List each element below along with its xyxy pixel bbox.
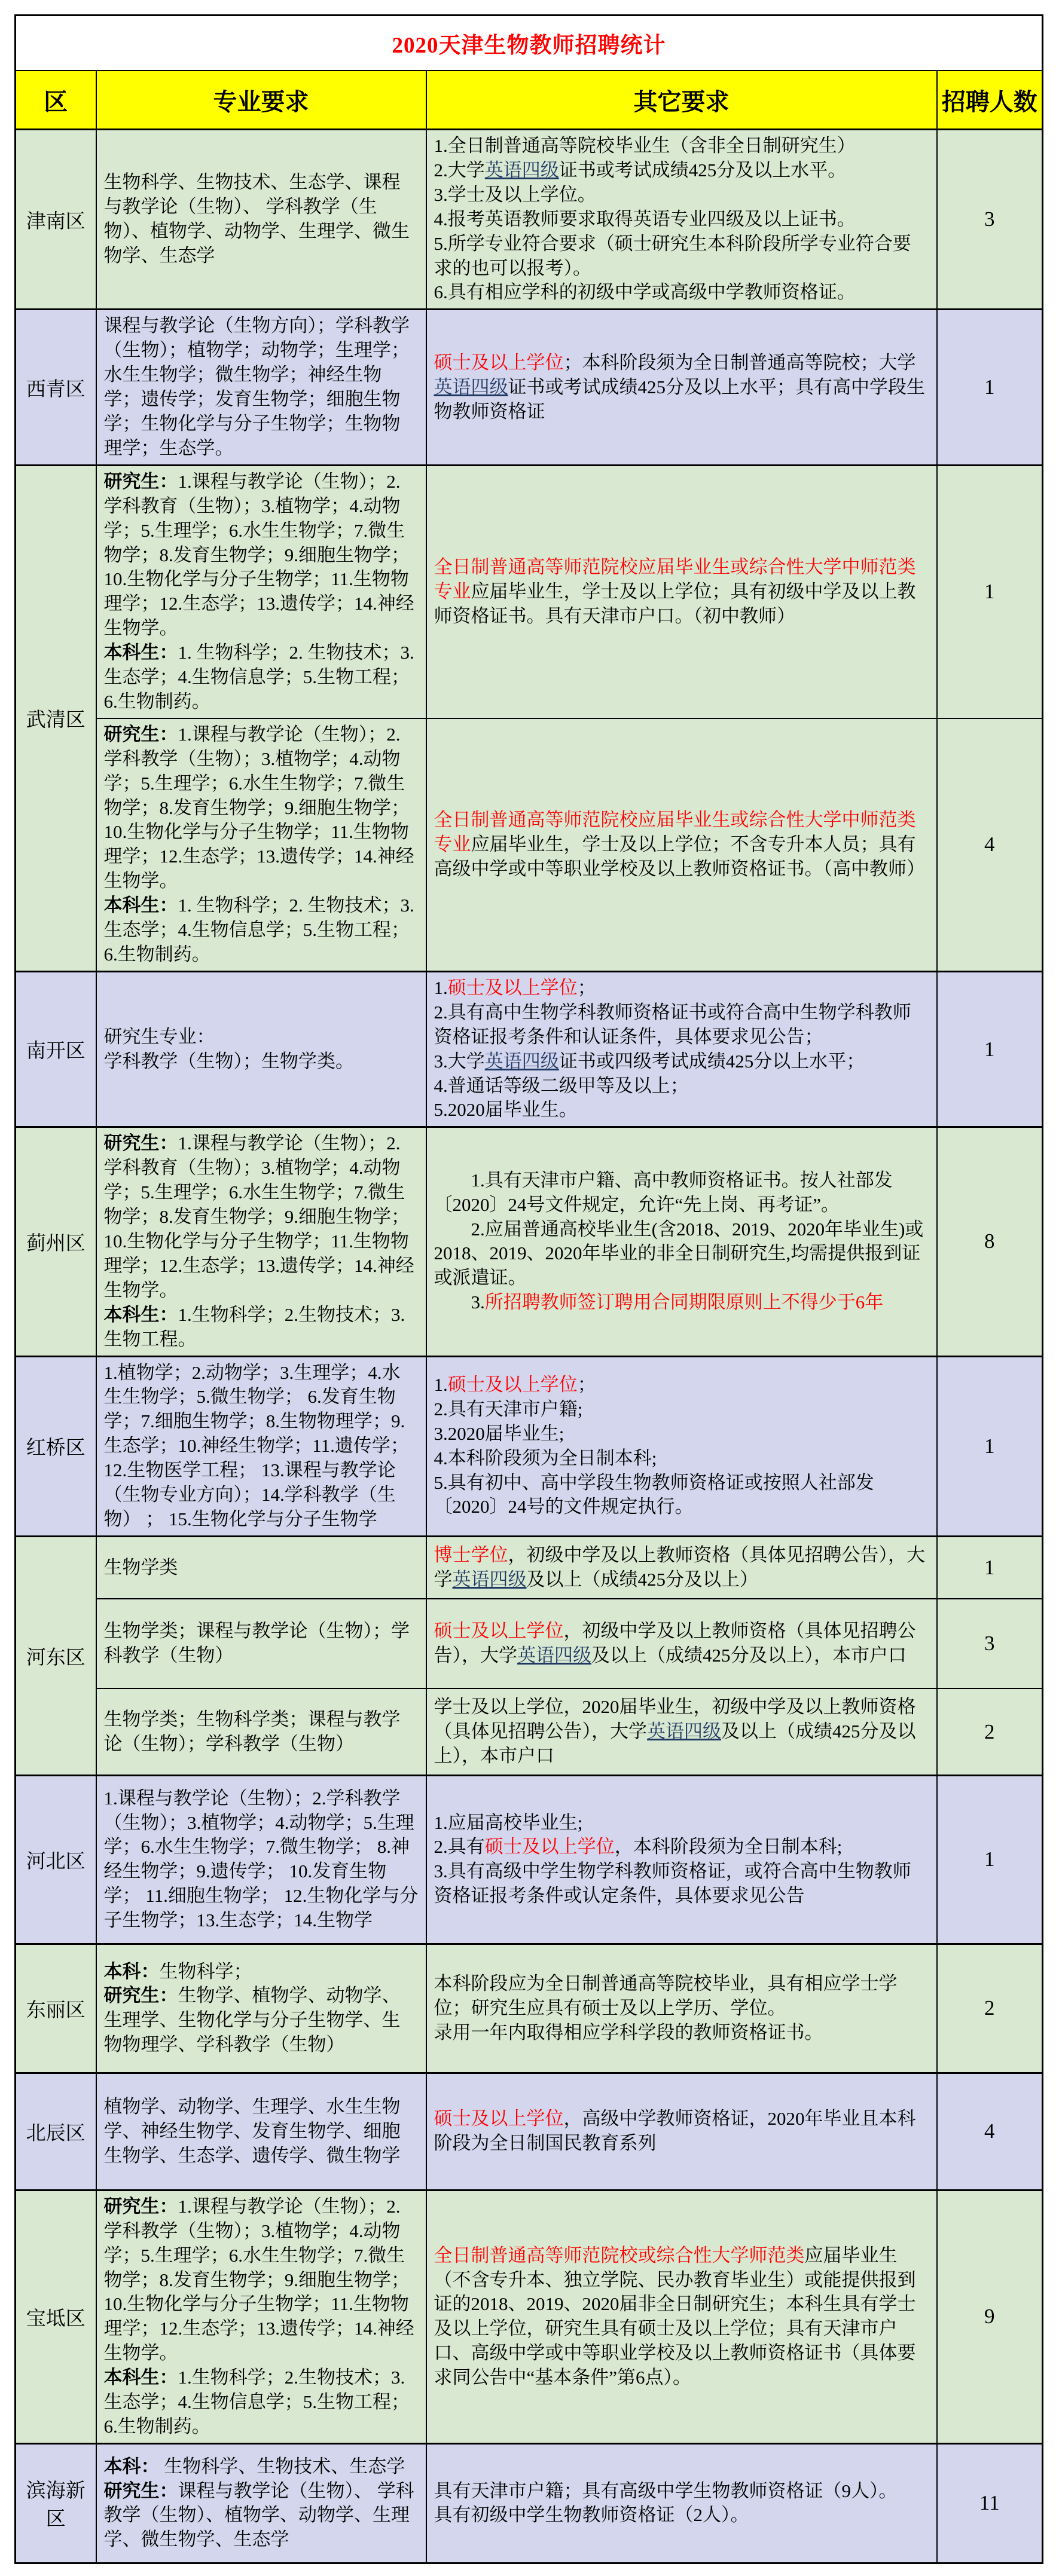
district-cell: 津南区 [16, 130, 96, 310]
major-cell [96, 1536, 426, 1599]
text-paragraph [434, 1373, 929, 1397]
text-paragraph [434, 808, 929, 882]
other-cell [426, 1599, 937, 1688]
plain-text: 具有天津市户籍；具有高级中学生物教师资格证（9人）。 [434, 2480, 898, 2501]
other-cell [426, 2443, 937, 2563]
plain-text: 4.普通话等级二级甲等及以上； [434, 1075, 689, 1096]
red-text: 博士学位 [434, 1544, 508, 1566]
bold-label: 本科生： [103, 642, 178, 663]
text-paragraph [104, 170, 419, 268]
text-paragraph [434, 158, 929, 183]
text-paragraph [104, 1050, 419, 1074]
red-text: 硕士及以上学位 [434, 2108, 564, 2130]
count-cell: 1 [937, 1356, 1043, 1536]
plain-text: ； [577, 1373, 596, 1395]
major-cell [96, 1944, 426, 2073]
plain-text: 1.课程与教学论（生物）；2.学科教育（生物）；3.植物学；4.动物学；5.生理学；6.水生生物学；7.微生物学；8.发育生物学；9.细胞生物学；10.生物化学与分子生物学；11.生物物理学；12.生态学；13.遗传学；14.神经生物学。 [103, 470, 414, 639]
text-paragraph [434, 2021, 929, 2045]
table-row [16, 1775, 1043, 1944]
plain-text: 4.报考英语教师要求取得英语专业四级及以上证书。 [434, 208, 856, 230]
bold-label: 研究生： [103, 1133, 178, 1154]
major-cell [96, 1356, 426, 1536]
plain-text: 5.所学专业符合要求（硕士研究生本科阶段所学专业符合要求的也可以报考）。 [434, 232, 911, 279]
major-cell [96, 310, 426, 465]
bold-label: 本科生： [103, 1304, 178, 1325]
count-cell: 2 [937, 1688, 1043, 1775]
plain-text: ；本科阶段须为全日制普通高等院校；大学 [563, 351, 916, 373]
table-row [16, 971, 1043, 1127]
red-text: 全日制普通高等师范院校或综合性大学师范类 [434, 2244, 805, 2266]
col-header-other: 其它要求 [426, 71, 937, 130]
red-text: 硕士及以上学位 [484, 1836, 615, 1858]
text-paragraph [104, 1303, 419, 1352]
plain-text: 生物学类；生物科学类；课程与教学论（生物）；学科教学（生物） [103, 1708, 401, 1754]
count-cell: 1 [937, 310, 1043, 465]
plain-text: 1.生物科学；2.生物技术；3.生物工程。 [103, 1304, 405, 1350]
cet4-link[interactable]: 英语四级 [647, 1721, 721, 1742]
text-paragraph [104, 1361, 419, 1532]
plain-text: 5.2020届毕业生。 [434, 1099, 578, 1121]
text-paragraph [104, 1786, 419, 1933]
text-paragraph [434, 1168, 929, 1217]
plain-text: 生物学类 [103, 1556, 178, 1578]
major-cell [96, 2443, 426, 2563]
text-paragraph [104, 641, 419, 714]
table-row [16, 718, 1043, 972]
plain-text: 学科教学（生物）；生物学类。 [103, 1050, 354, 1072]
text-paragraph [104, 2366, 419, 2439]
plain-text: 1.课程与教学论（生物）；2.学科教学（生物）；3.植物学；4.动物学；5.生理学；6.水生生物学；7.微生物学； 8.神经生物学；9.遗传学； 10.发育生物学； 11.细胞生物学； 12.生物化学与分子生物学；13.生态学；14.生物学 [103, 1787, 419, 1931]
plain-text: 课程与教学论（生物方向）；学科教学（生物）；植物学；动物学；生理学；水生生物学；微生物学；神经生物学；遗传学；发育生物学；细胞生物学；生物化学与分子生物学；生物物理学；生态学。 [103, 315, 410, 458]
text-paragraph [434, 1811, 929, 1835]
text-paragraph [434, 2107, 929, 2156]
count-cell: 1 [937, 971, 1043, 1127]
page-title: 2020天津生物教师招聘统计 [16, 16, 1043, 71]
plain-text: 1.课程与教学论（生物）；2.学科教学（生物）；3.植物学；4.动物学；5.生理学；6.水生生物学；7.微生物学；8.发育生物学；9.细胞生物学；10.生物化学与分子生物学；11.生物物理学；12.生态学；13.遗传学；14.神经生物学。 [103, 2195, 414, 2364]
plain-text: 4.本科阶段须为全日制本科; [434, 1447, 657, 1468]
plain-text: 研究生专业： [103, 1026, 215, 1047]
other-cell [426, 1688, 937, 1775]
plain-text: 及以上（成绩425分及以上），本市户口 [591, 1645, 907, 1666]
plain-text: 应届毕业生，学士及以上学位；具有初级中学及以上教师资格证书。具有天津市户口。（初中教师） [434, 580, 916, 626]
plain-text: 2.具有 [434, 1836, 485, 1858]
count-cell: 8 [937, 1127, 1043, 1356]
count-cell: 9 [937, 2190, 1043, 2443]
text-paragraph [434, 1397, 929, 1422]
text-paragraph [434, 1074, 929, 1099]
text-paragraph [104, 1960, 419, 1984]
header-row [16, 71, 1043, 130]
text-paragraph [434, 1098, 929, 1122]
red-text: 硕士及以上学位 [434, 1620, 564, 1642]
red-text: 所招聘教师签订聘用合同期限原则上不得少于6年 [484, 1292, 884, 1313]
major-cell [96, 2190, 426, 2443]
district-cell: 河北区 [16, 1775, 96, 1944]
district-cell: 红桥区 [16, 1356, 96, 1536]
plain-text: 录用一年内取得相应学科学段的教师资格证书。 [434, 2021, 823, 2043]
text-paragraph [104, 2479, 419, 2553]
bold-label: 研究生： [103, 1985, 178, 2006]
table-row [16, 1536, 1043, 1599]
text-paragraph [104, 1131, 419, 1302]
plain-text: 6.具有相应学科的初级中学或高级中学教师资格证。 [434, 282, 856, 303]
table-row [16, 2190, 1043, 2443]
bold-label: 本科生： [103, 2367, 178, 2388]
other-cell [426, 1944, 937, 2073]
district-cell: 滨海新区 [16, 2443, 96, 2563]
text-paragraph [434, 1619, 929, 1668]
text-paragraph [104, 1556, 419, 1580]
plain-text: ，高级中学教师资格证，2020年毕业且本科阶段为全日制国民教育系列 [434, 2108, 916, 2154]
major-cell [96, 971, 426, 1127]
plain-text: 1. [434, 977, 448, 998]
table-row [16, 1127, 1043, 1356]
plain-text: 1.生物科学；2.生物技术；3.生态学；4.生物信息学；5.生物工程；6.生物制药。 [103, 2367, 410, 2437]
table-row [16, 465, 1043, 718]
table-row [16, 1599, 1043, 1688]
other-cell [426, 1536, 937, 1599]
count-cell: 1 [937, 1536, 1043, 1599]
plain-text: 生物科学、生物技术、生态学、课程与教学论（生物）、 学科教学（生物）、植物学、动物学、生理学、微生物学、生态学 [103, 172, 410, 267]
major-cell [96, 1599, 426, 1688]
text-paragraph [434, 1695, 929, 1769]
plain-text: 1. 生物科学；2. 生物技术；3.生态学；4.生物信息学；5.生物工程；6.生物制药。 [103, 642, 414, 712]
plain-text: 3.2020届毕业生; [434, 1422, 564, 1444]
col-header-count: 招聘人数 [937, 71, 1043, 130]
plain-text: 应届毕业生（不含专升本、独立学院、民办教育毕业生）或能提供报到证的2018、2019、2020届非全日制研究生；本科生具有学士及以上学位，研究生具有硕士及以上学位；具有天津市户口、高级中学或中等职业学校及以上教师资格证书（具体要求同公告中“基本条件”第6点）。 [434, 2244, 916, 2388]
text-paragraph [434, 134, 929, 158]
plain-text: 3.学士及以上学位。 [434, 183, 596, 205]
col-header-district: 区 [16, 71, 96, 130]
text-paragraph [434, 1290, 929, 1315]
text-paragraph [434, 183, 929, 207]
text-paragraph [104, 2095, 419, 2168]
table-row [16, 310, 1043, 465]
text-paragraph [434, 1050, 929, 1074]
other-cell [426, 465, 937, 718]
bold-label: 研究生： [103, 723, 178, 745]
red-text: 硕士及以上学位 [447, 1373, 578, 1395]
plain-text: 3. [471, 1292, 485, 1313]
text-paragraph [434, 280, 929, 305]
table-row [16, 130, 1043, 310]
major-cell [96, 465, 426, 718]
table-row [16, 1688, 1043, 1775]
bold-label: 研究生： [103, 2480, 178, 2501]
plain-text: 1. [434, 1373, 448, 1395]
red-text: 硕士及以上学位 [434, 351, 564, 373]
count-cell: 4 [937, 718, 1043, 972]
major-cell [96, 718, 426, 972]
table-row [16, 1356, 1043, 1536]
count-cell: 11 [937, 2443, 1043, 2563]
count-cell: 1 [937, 1775, 1043, 1944]
plain-text: 学士及以上学位，2020届毕业生，初级中学及以上教师资格（具体见招聘公告），大学 [434, 1696, 916, 1742]
text-paragraph [434, 1972, 929, 2021]
text-paragraph [434, 555, 929, 629]
plain-text: 及以上（成绩425分及以上） [526, 1569, 758, 1590]
text-paragraph [104, 314, 419, 460]
bold-label: 本科： [103, 2455, 160, 2477]
cet4-link[interactable]: 英语四级 [484, 1050, 559, 1072]
bold-label: 本科： [103, 1960, 160, 1982]
text-paragraph [104, 723, 419, 894]
plain-text: 5.具有初中、高中学段生物教师资格证或按照人社部发〔2020〕24号的文件规定执行。 [434, 1471, 874, 1518]
plain-text: 1.具有天津市户籍、高中教师资格证书。按人社部发〔2020〕24号文件规定，允许“先上岗、再考证”。 [434, 1169, 893, 1215]
count-cell: 2 [937, 1944, 1043, 2073]
plain-text: 2.应届普通高校毕业生(含2018、2019、2020年毕业生)或2018、2019、2020年毕业的非全日制研究生,均需提供报到证或派遣证。 [434, 1218, 924, 1289]
text-paragraph [434, 2244, 929, 2390]
plain-text: ，初级中学及以上教师资格（具体见招聘公告），大学 [434, 1544, 925, 1590]
red-text: 硕士及以上学位 [447, 977, 578, 998]
cet4-link[interactable]: 英语四级 [484, 159, 559, 180]
plain-text: 1.应届高校毕业生; [434, 1812, 583, 1833]
plain-text: 课程与教学论（生物）、 学科教学（生物）、植物学、动物学、生理学、微生物学、生态学 [103, 2480, 414, 2550]
cet4-link[interactable]: 英语四级 [452, 1569, 527, 1590]
major-cell [96, 130, 426, 310]
major-cell [96, 1775, 426, 1944]
plain-text: 具有初级中学生物教师资格证（2人）。 [434, 2504, 749, 2526]
plain-text: 证书或考试成绩425分及以上水平。 [558, 159, 847, 180]
text-paragraph [434, 232, 929, 281]
district-cell: 武清区 [16, 465, 96, 971]
district-cell: 河东区 [16, 1536, 96, 1775]
plain-text: ，本科阶段须为全日制本科; [614, 1836, 843, 1858]
cet4-link[interactable]: 英语四级 [434, 376, 508, 397]
bold-label: 研究生： [103, 2195, 178, 2217]
recruitment-table [14, 14, 1043, 2564]
table-row [16, 2073, 1043, 2190]
other-cell [426, 718, 937, 972]
bold-label: 研究生： [103, 470, 178, 492]
text-paragraph [434, 351, 929, 424]
plain-text: ； [577, 977, 596, 998]
major-cell [96, 1688, 426, 1775]
cet4-link[interactable]: 英语四级 [517, 1645, 591, 1666]
title-row [16, 16, 1043, 71]
text-paragraph [104, 470, 419, 641]
other-cell [426, 1356, 937, 1536]
text-paragraph [104, 1619, 419, 1668]
major-cell [96, 1127, 426, 1356]
plain-text: 应届毕业生，学士及以上学位；不含专升本人员；具有高级中学或中等职业学校及以上教师资格证书。（高中教师） [434, 833, 925, 879]
district-cell: 南开区 [16, 971, 96, 1127]
other-cell [426, 2190, 937, 2443]
plain-text: 1.课程与教学论（生物）；2.学科教育（生物）；3.植物学；4.动物学；5.生理学；6.水生生物学；7.微生物学；8.发育生物学；9.细胞生物学；10.生物化学与分子生物学；11.生物物理学；12.生态学；13.遗传学；14.神经生物学。 [103, 1133, 414, 1301]
other-cell [426, 1775, 937, 1944]
red-text: 全日制普通高等师范院校应届毕业生或综合性大学中师范类专业 [434, 556, 916, 602]
text-paragraph [434, 1859, 929, 1908]
text-paragraph [104, 1708, 419, 1757]
text-paragraph [434, 1001, 929, 1050]
plain-text: ，初级中学及以上教师资格（具体见招聘公告），大学 [434, 1620, 916, 1666]
other-cell [426, 2073, 937, 2190]
plain-text: 1.全日制普通高等院校毕业生（含非全日制研究生） [434, 135, 856, 156]
district-cell: 宝坻区 [16, 2190, 96, 2443]
plain-text: 生物科学； [159, 1960, 252, 1982]
other-cell [426, 1127, 937, 1356]
col-header-major: 专业要求 [96, 71, 426, 130]
text-paragraph [104, 1984, 419, 2057]
text-paragraph [104, 894, 419, 967]
table-row [16, 1944, 1043, 2073]
plain-text: 及以上（成绩425分及以上），本市户口 [434, 1721, 916, 1767]
plain-text: 1.植物学；2.动物学；3.生理学；4.水生生物学；5.微生物学； 6.发育生物学；7.细胞生物学；8.生物物理学；9.生态学；10.神经生物学；11.遗传学；12.生物医学工程； 13.课程与教学论（生物专业方向）；14.学科教学（生物） ； 15.生物化学与分子生物学 [103, 1362, 409, 1529]
text-paragraph [434, 1422, 929, 1446]
table-row [16, 2443, 1043, 2563]
plain-text: 3.具有高级中学生物学科教师资格证，或符合高中生物教师资格证报考条件或认定条件，具体要求见公告 [434, 1861, 911, 1907]
plain-text: 证书或考试成绩425分及以上水平；具有高中学段生物教师资格证 [434, 376, 925, 422]
major-cell [96, 2073, 426, 2190]
district-cell: 北辰区 [16, 2073, 96, 2190]
text-paragraph [434, 2479, 929, 2504]
red-text: 全日制普通高等师范院校应届毕业生或综合性大学中师范类专业 [434, 809, 916, 855]
plain-text: 生物科学、生物技术、生态学 [159, 2455, 405, 2477]
count-cell: 3 [937, 130, 1043, 310]
text-paragraph [434, 1543, 929, 1592]
text-paragraph [434, 1217, 929, 1291]
other-cell [426, 310, 937, 465]
plain-text: 1. 生物科学；2. 生物技术；3.生态学；4.生物信息学；5.生物工程；6.生物制药。 [103, 895, 414, 965]
plain-text: 证书或四级考试成绩425分以上水平； [558, 1050, 865, 1072]
plain-text: 植物学、动物学、生理学、水生生物学、神经生物学、发育生物学、细胞生物学、生态学、遗传学、微生物学 [103, 2095, 401, 2166]
other-cell [426, 971, 937, 1127]
text-paragraph [434, 207, 929, 232]
plain-text: 2.大学 [434, 159, 485, 180]
text-paragraph [434, 1471, 929, 1520]
text-paragraph [434, 976, 929, 1001]
other-cell [426, 130, 937, 310]
district-cell: 西青区 [16, 310, 96, 465]
plain-text: 2.具有高中生物学科教师资格证书或符合高中生物学科教师资格证报考条件和认证条件，具体要求见公告； [434, 1001, 911, 1047]
text-paragraph [104, 2195, 419, 2366]
count-cell: 1 [937, 465, 1043, 718]
plain-text: 2.具有天津市户籍; [434, 1398, 583, 1419]
text-paragraph [434, 1835, 929, 1859]
plain-text: 3.大学 [434, 1050, 485, 1072]
text-paragraph [104, 2455, 419, 2479]
district-cell: 东丽区 [16, 1944, 96, 2073]
text-paragraph [104, 1025, 419, 1050]
bold-label: 本科生： [103, 895, 178, 916]
count-cell: 4 [937, 2073, 1043, 2190]
plain-text: 本科阶段应为全日制普通高等院校毕业，具有相应学士学位；研究生应具有硕士及以上学历、学位。 [434, 1972, 898, 2018]
district-cell: 蓟州区 [16, 1127, 96, 1356]
plain-text: 生物学、植物学、动物学、生理学、生物化学与分子生物学、生物物理学、学科教学（生物） [103, 1985, 401, 2055]
text-paragraph [434, 1446, 929, 1471]
text-paragraph [434, 2503, 929, 2528]
plain-text: 1.课程与教学论（生物）；2.学科教学（生物）；3.植物学；4.动物学；5.生理学；6.水生生物学；7.微生物学；8.发育生物学；9.细胞生物学；10.生物化学与分子生物学；11.生物物理学；12.生态学；13.遗传学；14.神经生物学。 [103, 723, 414, 892]
count-cell: 3 [937, 1599, 1043, 1688]
plain-text: 生物学类；课程与教学论（生物）；学科教学（生物） [103, 1620, 410, 1666]
